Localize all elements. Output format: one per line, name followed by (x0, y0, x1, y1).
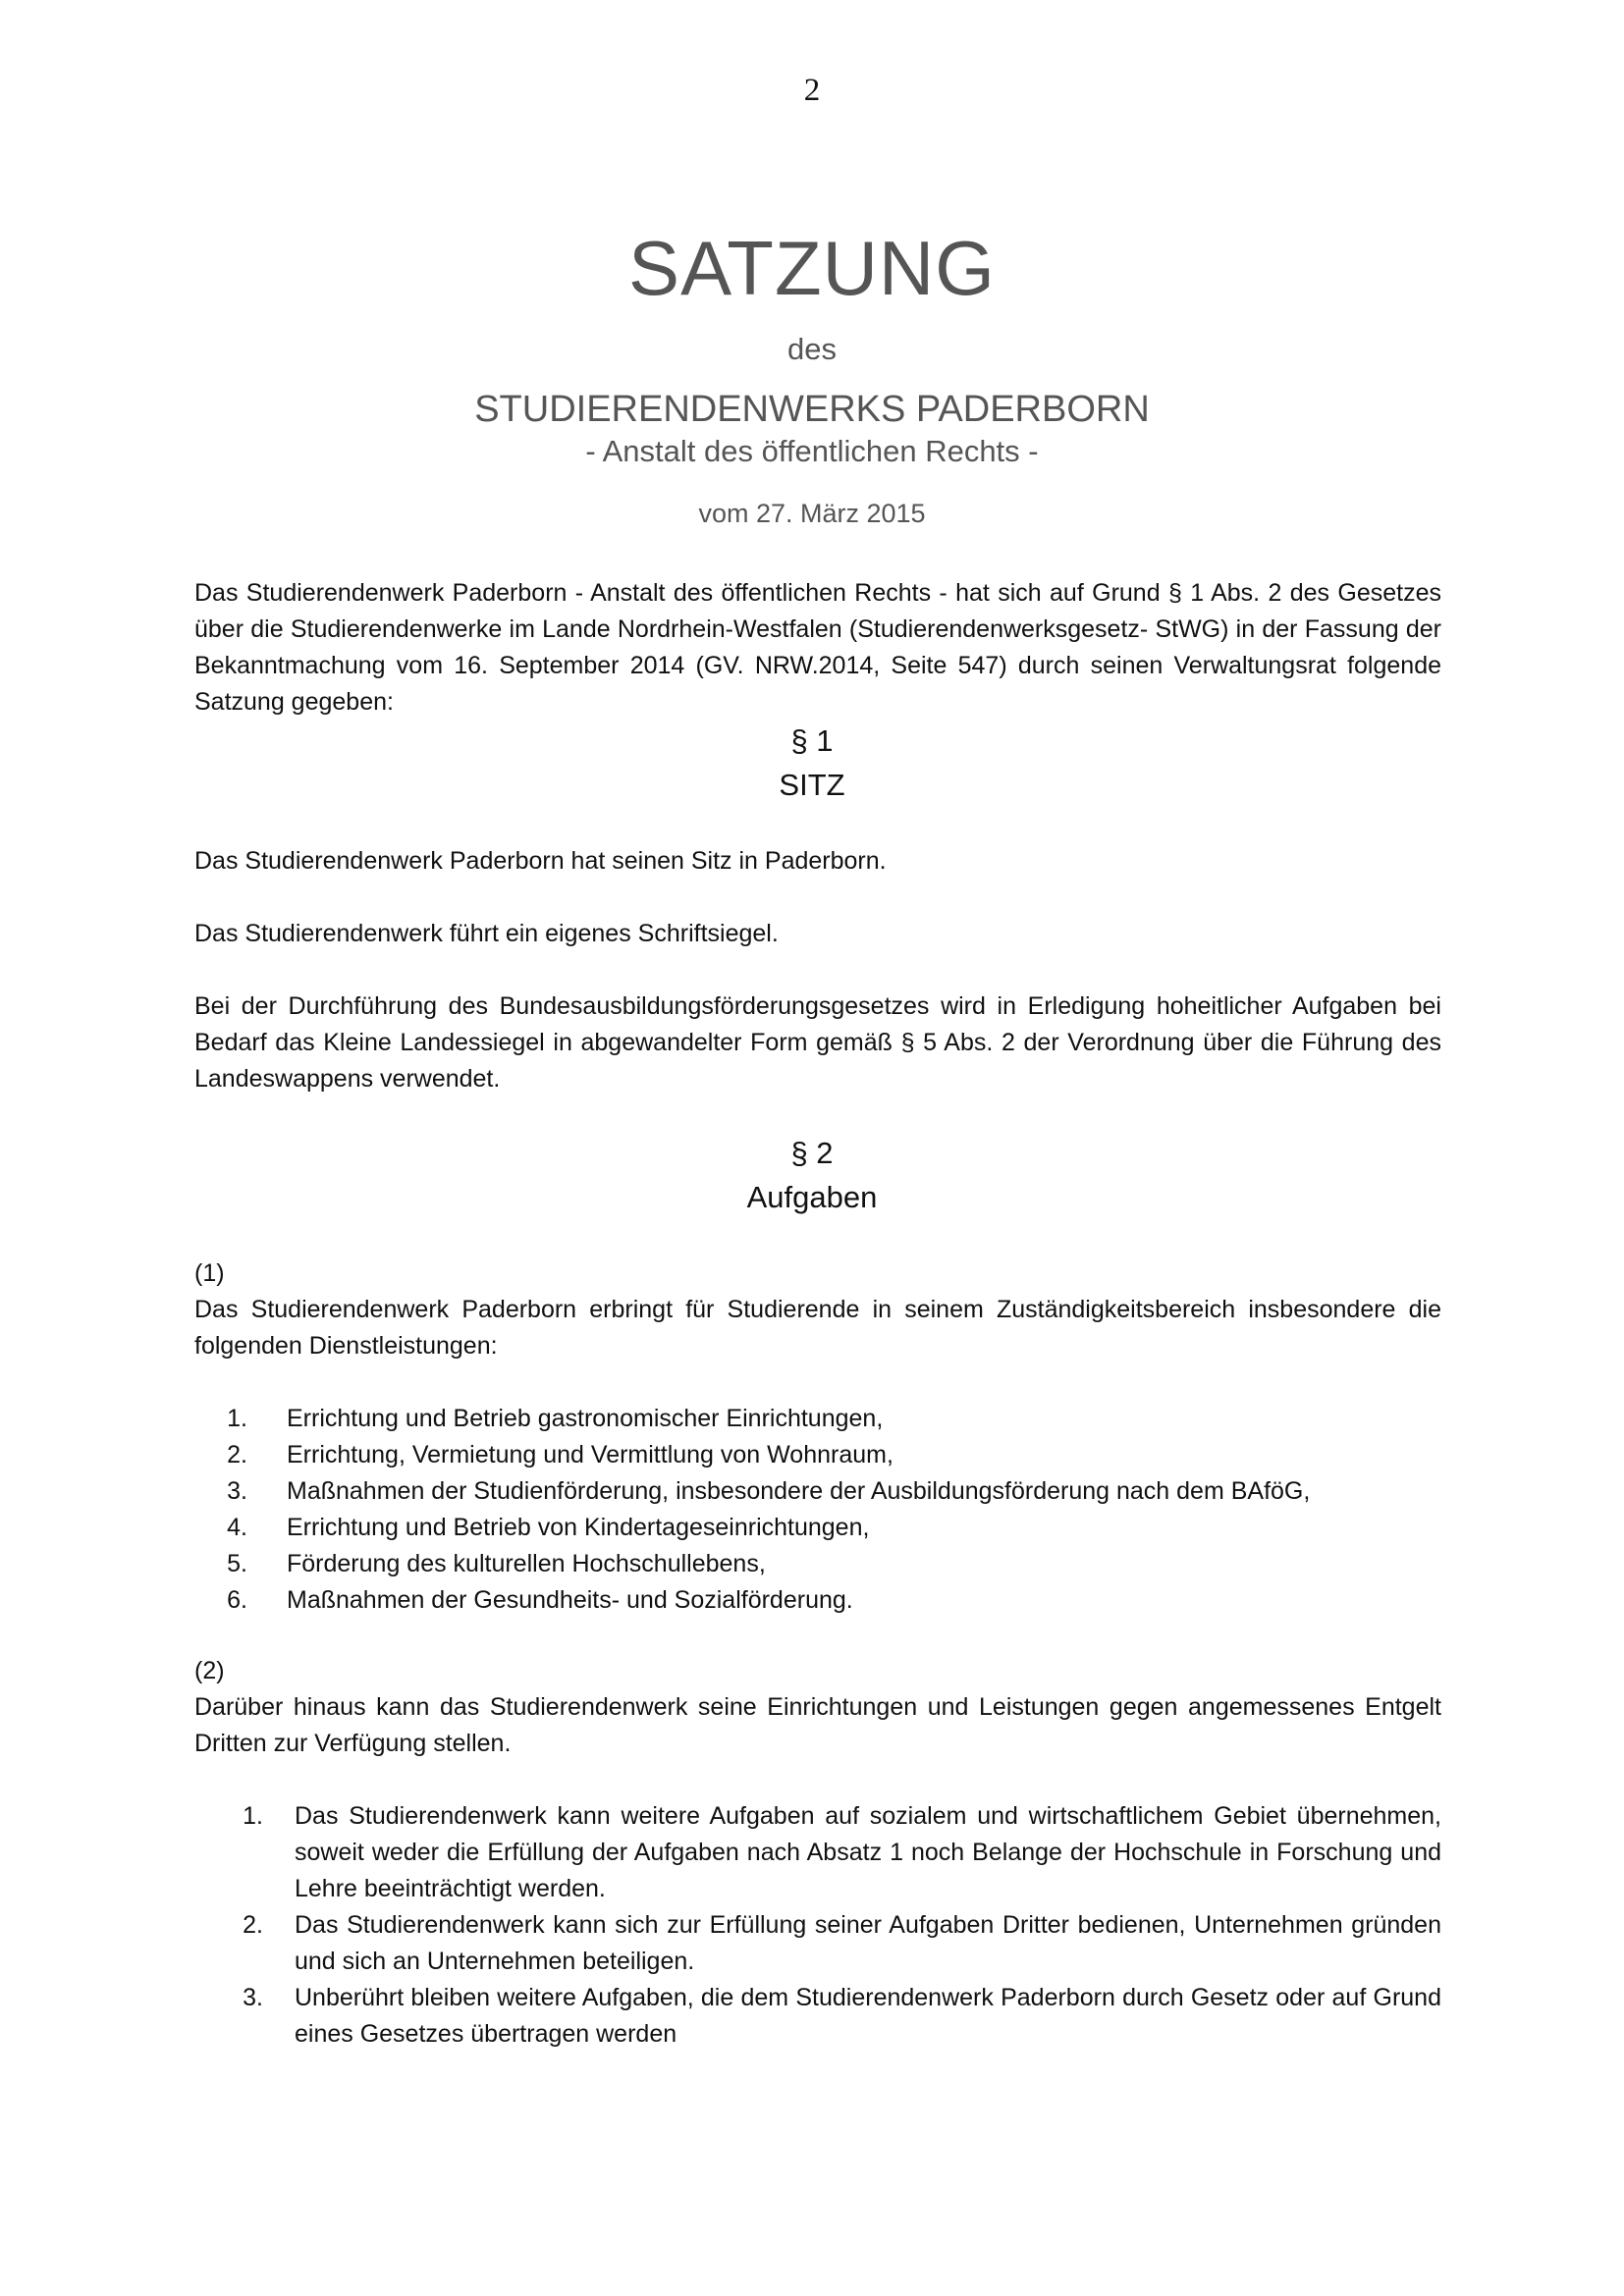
section-1-number: § 1 (790, 723, 834, 758)
section-1-paragraph: Bei der Durchführung des Bundesausbildungsförderungsgesetzes wird in Erledigung hoheitlicher Aufgaben bei Bedarf das Kleine Landessiegel in abgewandelter Form gemäß § 5 Abs. 2 der Verordnung über die Führung des Landeswappens verwendet. (194, 992, 1441, 1093)
subsection-text: Darüber hinaus kann das Studierendenwerk seine Einrichtungen und Leistungen gegen angemessenes Entgelt Dritten zur Verfügung stellen. (194, 1693, 1441, 1757)
document-date: vom 27. März 2015 (698, 499, 926, 528)
section-2-number: § 2 (790, 1136, 834, 1170)
list-text: Errichtung, Vermietung und Vermittlung von Wohnraum, (287, 1441, 893, 1468)
additional-tasks-list (194, 1798, 1441, 2053)
list-item (194, 1401, 1441, 1437)
list-item (194, 1437, 1441, 1473)
list-text: Maßnahmen der Studienförderung, insbesondere der Ausbildungsförderung nach dem BAföG, (287, 1477, 1311, 1505)
list-text: Errichtung und Betrieb von Kindertageseinrichtungen, (287, 1514, 870, 1541)
list-number: 6. (227, 1586, 247, 1614)
list-text: Förderung des kulturellen Hochschullebens, (287, 1550, 766, 1577)
list-number: 3. (243, 1984, 263, 2011)
subsection-label: (1) (194, 1259, 225, 1287)
list-item (194, 1582, 1441, 1619)
list-number: 1. (243, 1802, 263, 1830)
section-1-paragraph: Das Studierendenwerk Paderborn hat seinen Sitz in Paderborn. (194, 847, 887, 875)
list-text: Das Studierendenwerk kann sich zur Erfüllung seiner Aufgaben Dritter bedienen, Unternehmen gründen und sich an Unternehmen beteiligen. (295, 1911, 1441, 1975)
list-text: Das Studierendenwerk kann weitere Aufgaben auf sozialem und wirtschaftlichem Gebiet übernehmen, soweit weder die Erfüllung der Aufgaben nach Absatz 1 noch Belange der Hochschule in Forschung und Lehre beeinträchtigt werden. (295, 1802, 1441, 1902)
list-number: 5. (227, 1550, 247, 1577)
services-list (194, 1401, 1441, 1619)
title-des: des (787, 332, 837, 366)
list-text: Maßnahmen der Gesundheits- und Sozialförderung. (287, 1586, 853, 1614)
list-text: Unberührt bleiben weitere Aufgaben, die dem Studierendenwerk Paderborn durch Gesetz oder auf Grund eines Gesetzes übertragen werden (295, 1984, 1441, 2048)
subsection-text: Das Studierendenwerk Paderborn erbringt für Studierende in seinem Zuständigkeitsbereich insbesondere die folgenden Dienstleistungen: (194, 1296, 1441, 1360)
list-item (194, 1510, 1441, 1546)
section-1-paragraph: Das Studierendenwerk führt ein eigenes Schriftsiegel. (194, 920, 779, 947)
list-item (194, 1473, 1441, 1510)
subsection-label: (2) (194, 1657, 225, 1684)
list-item (194, 1546, 1441, 1582)
list-item (194, 1907, 1441, 1980)
preamble: Das Studierendenwerk Paderborn - Anstalt des öffentlichen Rechts - hat sich auf Grund § 1 Abs. 2 des Gesetzes über die Studierendenwerke im Lande Nordrhein-Westfalen (Studierendenwerksgesetz- StWG) in der Fassung der Bekanntmachung vom 16. September 2014 (GV. NRW.2014, Seite 547) durch seinen Verwaltungsrat folgende Satzung gegeben: (194, 579, 1441, 716)
list-number: 1. (227, 1405, 247, 1432)
list-number: 2. (243, 1911, 263, 1939)
section-2-title: Aufgaben (746, 1180, 878, 1214)
list-item (194, 1798, 1441, 1907)
page-number: 2 (803, 73, 821, 108)
list-number: 2. (227, 1441, 247, 1468)
document-title: SATZUNG (628, 225, 996, 311)
list-number: 3. (227, 1477, 247, 1505)
list-text: Errichtung und Betrieb gastronomischer Einrichtungen, (287, 1405, 884, 1432)
list-item (194, 1980, 1441, 2053)
list-number: 4. (227, 1514, 247, 1541)
organization-name: STUDIERENDENWERKS PADERBORN (474, 389, 1150, 430)
legal-form: - Anstalt des öffentlichen Rechts - (585, 434, 1039, 468)
section-1-title: SITZ (779, 768, 845, 802)
